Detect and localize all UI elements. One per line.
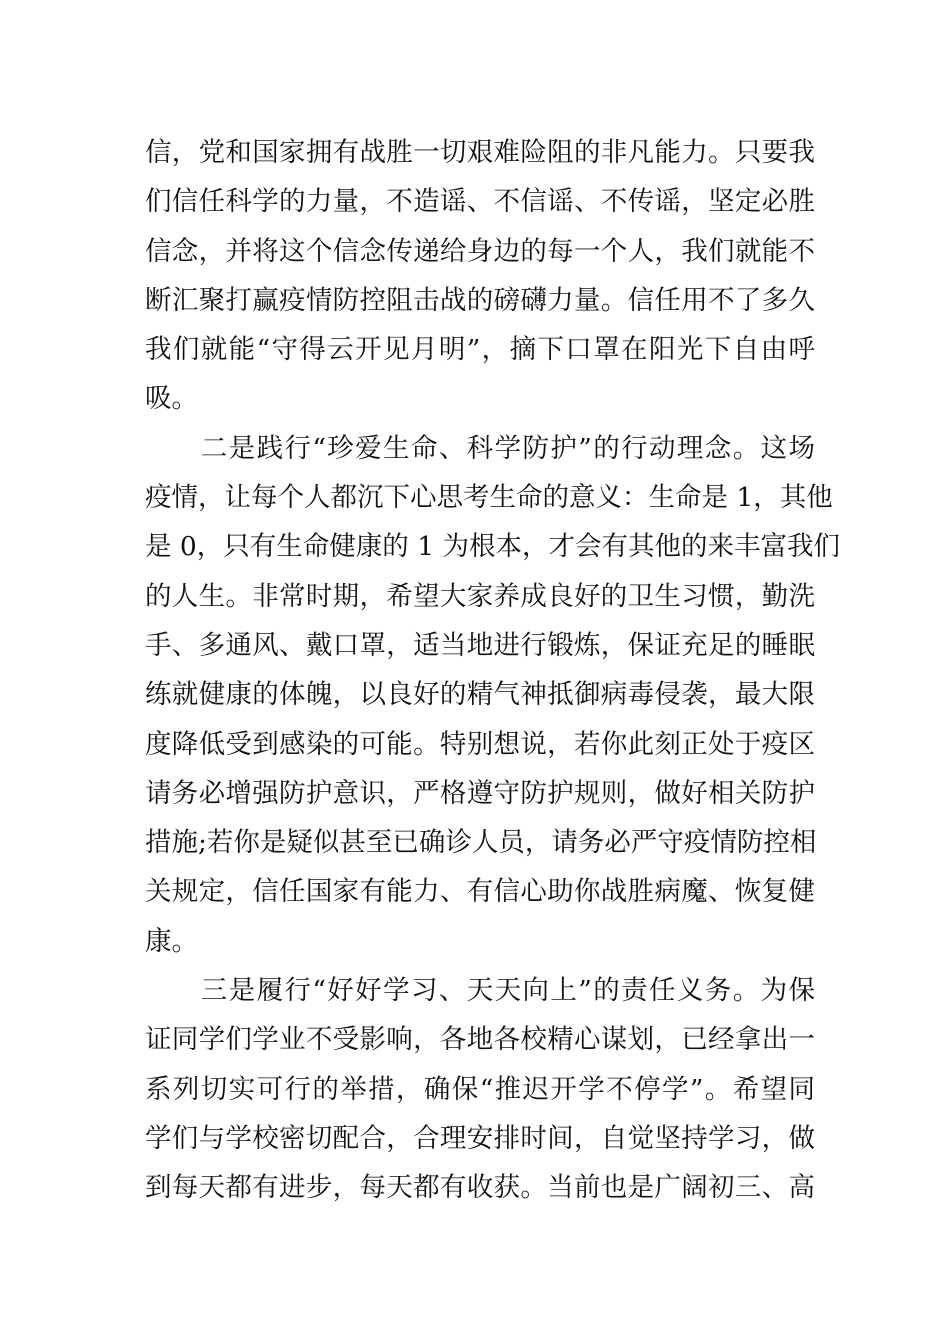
text-line: 请务必增强防护意识，严格遵守防护规则，做好相关防护	[145, 777, 815, 809]
text-line: 度降低受到感染的可能。特别想说，若你此刻正处于疫区	[145, 728, 815, 760]
text-line: 二是践行“珍爱生命、科学防护”的行动理念。这场	[145, 432, 815, 464]
text-line: 练就健康的体魄，以良好的精气神抵御病毒侵袭，最大限	[145, 679, 815, 711]
text-line: 们信任科学的力量，不造谣、不信谣、不传谣，坚定必胜	[145, 186, 815, 218]
text-line: 康。	[145, 925, 198, 957]
text-line: 手、多通风、戴口罩，适当地进行锻炼，保证充足的睡眠	[145, 629, 815, 661]
text-line: 疫情，让每个人都沉下心思考生命的意义：生命是 1，其他	[145, 482, 833, 514]
text-line: 到每天都有进步，每天都有收获。当前也是广阔初三、高	[145, 1172, 815, 1204]
body-text	[145, 128, 840, 1213]
text-line: 措施;若你是疑似甚至已确诊人员，请务必严守疫情防控相	[145, 827, 817, 859]
text-line: 的人生。非常时期，希望大家养成良好的卫生习惯，勤洗	[145, 580, 815, 612]
text-line: 三是履行“好好学习、天天向上”的责任义务。为保	[145, 975, 815, 1007]
text-line: 信，党和国家拥有战胜一切艰难险阻的非凡能力。只要我	[145, 137, 815, 168]
text-line: 吸。	[145, 383, 198, 415]
text-line: 系列切实可行的举措，确保“推迟开学不停学”。希望同	[145, 1073, 815, 1105]
text-line: 断汇聚打赢疫情防控阻击战的磅礴力量。信任用不了多久	[145, 284, 815, 316]
text-line: 我们就能“守得云开见月明”，摘下口罩在阳光下自由呼	[145, 334, 815, 366]
text-line: 是 0，只有生命健康的 1 为根本，才会有其他的来丰富我们	[145, 531, 840, 563]
text-line: 证同学们学业不受影响，各地各校精心谋划，已经拿出一	[145, 1024, 815, 1056]
text-line: 信念，并将这个信念传递给身边的每一个人，我们就能不	[145, 235, 815, 267]
text-line: 关规定，信任国家有能力、有信心助你战胜病魔、恢复健	[145, 876, 815, 908]
text-line: 学们与学校密切配合，合理安排时间，自觉坚持学习，做	[145, 1122, 815, 1154]
